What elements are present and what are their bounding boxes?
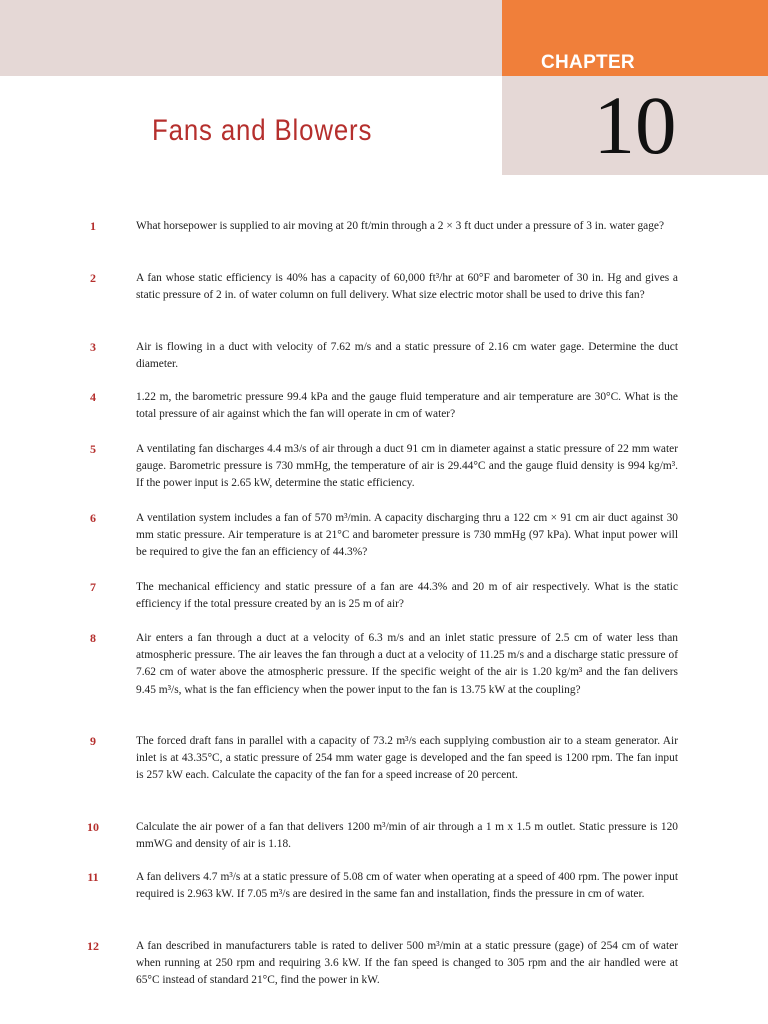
problem-text: 1.22 m, the barometric pressure 99.4 kPa and the gauge fluid temperature and air temperature are 30°C. What is the total pressure of air against which the fan will operate in cm of water? <box>136 391 678 421</box>
problem-number: 10 <box>87 820 99 834</box>
problem-number: 3 <box>90 340 96 354</box>
problem-number: 11 <box>87 870 99 884</box>
problem-number: 7 <box>90 580 96 594</box>
problem-text: Air is flowing in a duct with velocity of 7.62 m/s and a static pressure of 2.16 cm water gage. Determine the duct diameter. <box>136 341 678 371</box>
problem-number: 8 <box>90 631 96 645</box>
problem-text: A ventilating fan discharges 4.4 m3/s of air through a duct 91 cm in diameter against a static pressure of 22 mm water gauge. Barometric pressure is 730 mmHg, the temperature of air is 29.44°C and the gauge fluid density is 994 kg/m³. If the power input is 2.65 kW, determine the static efficiency. <box>136 443 678 490</box>
problem-number: 1 <box>90 219 96 233</box>
header-band <box>0 0 502 76</box>
problem-number: 12 <box>87 939 99 953</box>
problem-text: A fan described in manufacturers table is rated to deliver 500 m³/min at a static pressure (gage) of 254 cm of water when running at 250 rpm and requiring 3.6 kW. If the fan speed is changed to 305 rpm and the air handled were at 65°C instead of standard 21°C, find the power in kW. <box>136 940 678 987</box>
problem-number: 9 <box>90 734 96 748</box>
chapter-number-box <box>502 76 768 175</box>
problem-number: 4 <box>90 390 96 404</box>
problem-text: Air enters a fan through a duct at a velocity of 6.3 m/s and an inlet static pressure of 2.5 cm of water less than atmospheric pressure. The air leaves the fan through a duct at a velocity of 11.25 m/s and a discharge static pressure of 7.62 cm of water above the atmospheric pressure. If the specific weight of the air is 1.20 kg/m³ and the fan delivers 9.45 m³/s, what is the fan efficiency when the power input to the fan is 13.75 kW at the coupling? <box>136 632 678 696</box>
problem-number: 2 <box>90 271 96 285</box>
chapter-label: CHAPTER <box>541 52 635 73</box>
problem-text: A ventilation system includes a fan of 570 m³/min. A capacity discharging thru a 122 cm × 91 cm air duct against 30 mm static pressure. Air temperature is at 21°C and barometer pressure is 730 mmHg (97 kPa). What input power will be required to give the fan an efficiency of 44.3%? <box>136 512 678 559</box>
problem-text: The mechanical efficiency and static pressure of a fan are 44.3% and 20 m of air respectively. What is the static efficiency if the total pressure created by an is 25 m of air? <box>136 581 678 611</box>
problem-text: What horsepower is supplied to air moving at 20 ft/min through a 2 × 3 ft duct under a pressure of 3 in. water gage? <box>136 220 665 232</box>
problem-text: A fan delivers 4.7 m³/s at a static pressure of 5.08 cm of water when operating at a speed of 400 rpm. The power input required is 2.963 kW. If 7.05 m³/s are desired in the same fan and installation, finds the pressure in cm of water. <box>136 871 678 901</box>
page-title: Fans and Blowers <box>152 114 373 147</box>
problem-text: The forced draft fans in parallel with a capacity of 73.2 m³/s each supplying combustion air to a steam generator. Air inlet is at 43.35°C, a static pressure of 254 mm water gage is developed and the fan speed is 1200 rpm. The fan input is 257 kW each. Calculate the capacity of the fan for a speed increase of 20 percent. <box>136 735 678 782</box>
problem-number: 6 <box>90 511 96 525</box>
problem-text: A fan whose static efficiency is 40% has a capacity of 60,000 ft³/hr at 60°F and barometer of 30 in. Hg and gives a static pressure of 2 in. of water column on full delivery. What size electric motor shall be used to drive this fan? <box>136 272 678 302</box>
problem-number: 5 <box>90 442 96 456</box>
problem-text: Calculate the air power of a fan that delivers 1200 m³/min of air through a 1 m x 1.5 m outlet. Static pressure is 120 mmWG and density of air is 1.18. <box>136 821 678 851</box>
chapter-number: 10 <box>593 79 677 171</box>
